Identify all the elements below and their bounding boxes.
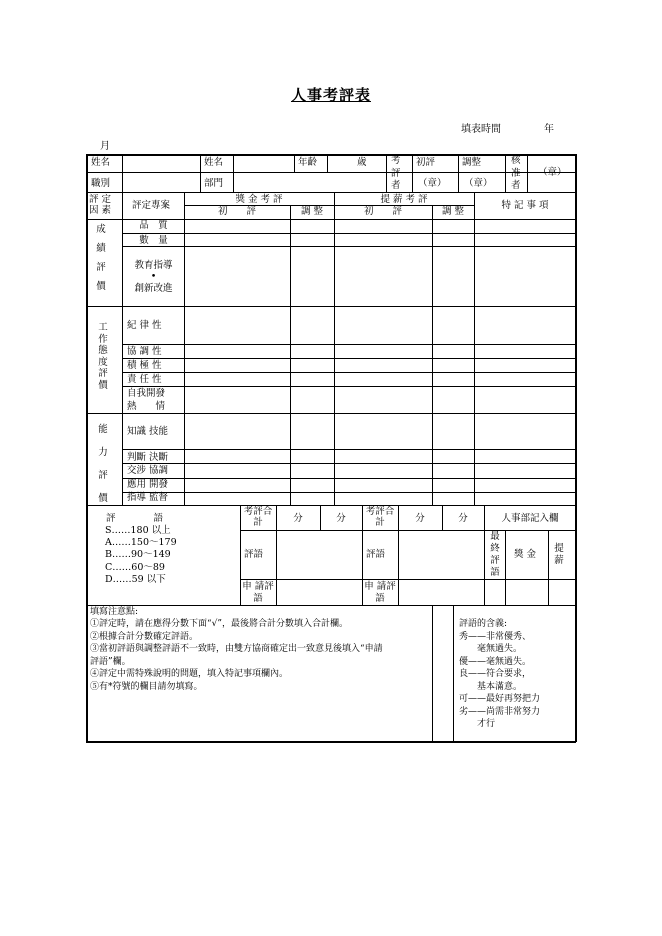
grid-line (86, 505, 576, 506)
grid-line (86, 605, 576, 606)
grid-line (575, 154, 577, 742)
grid-line (122, 154, 123, 192)
final-raise-label: 提薪 (554, 543, 564, 566)
final-bonus-label: 獎 金 (513, 549, 537, 560)
grade-s: S……180 以上 (105, 525, 171, 536)
raise-comment-label: 評語 (366, 549, 386, 560)
grid-line (240, 530, 576, 531)
grid-line (327, 154, 328, 172)
grade-b: B……90～149 (105, 549, 171, 560)
page-title: 人事考評表 (290, 86, 371, 104)
factor-header: 評定因素 (89, 194, 115, 216)
grid-line (86, 154, 88, 742)
grid-line (412, 154, 413, 192)
bonus-adjust-header: 調 整 (300, 206, 324, 217)
group-attitude: 工作態度評價 (98, 322, 108, 391)
grid-line (122, 492, 576, 493)
grid-line (240, 579, 576, 580)
bonus-header: 獎 金 考 評 (235, 194, 283, 205)
raise-initial-header: 初 評 (363, 206, 402, 217)
item-header: 評定專案 (132, 200, 171, 211)
approver-seal: （章） (538, 167, 567, 178)
note-line-4: ④評定中需特殊說明的問題，填入特記事項欄內。 (90, 669, 289, 679)
item-responsibility: 責 任 性 (127, 374, 162, 385)
grid-line (122, 478, 576, 479)
grid-line (527, 154, 528, 192)
grid-line (122, 344, 576, 345)
final-comment-label: 最終評語 (490, 531, 500, 578)
grid-line (86, 413, 576, 414)
raise-total-label: 考評合計 (365, 506, 395, 528)
group-ability: 能力評價 (98, 424, 108, 504)
grid-line (184, 192, 185, 505)
grid-line (86, 154, 576, 156)
item-education: 教育指導 (134, 260, 173, 271)
note-line-3b: 評語”欄。 (90, 657, 131, 667)
grid-line (474, 192, 475, 505)
note-line-1: ①評定時，請在應得分數下面“√”，最後將合計分數填入合計欄。 (90, 619, 348, 629)
grid-line (505, 530, 506, 605)
fill-time-year: 年 (544, 124, 554, 135)
bonus-total-label: 考評合計 (243, 506, 273, 528)
meaning-1: 秀——非常優秀、 (459, 632, 532, 642)
grid-line (458, 154, 459, 192)
grid-line (122, 358, 576, 359)
grid-line (334, 233, 432, 234)
item-quantity: 數 量 (139, 235, 168, 246)
bonus-initial-header: 初 評 (217, 206, 256, 217)
item-application: 應用 開發 (127, 479, 169, 490)
initial-eval-label: 初評 (416, 157, 436, 168)
bonus-apply-comment: 申 請評語 (242, 581, 274, 604)
item-guidance: 指導 監督 (127, 492, 169, 503)
grid-line (200, 154, 201, 192)
note-line-5: ⑤有*符號的欄目請勿填寫。 (90, 682, 203, 692)
item-innovation: 創新改進 (134, 283, 173, 294)
grid-line (432, 205, 433, 505)
grid-line (290, 205, 291, 505)
grid-line (86, 192, 576, 193)
name-label: 姓名 (91, 157, 111, 168)
name2-label: 姓名 (204, 157, 224, 168)
item-quality: 品 質 (139, 220, 168, 231)
fill-time-month: 月 (100, 141, 110, 152)
bonus-adjust-points: 分 (336, 513, 346, 524)
grid-line (184, 246, 290, 247)
position-label: 職別 (91, 178, 111, 189)
grade-c: C……60～89 (105, 562, 165, 573)
item-knowledge: 知識 技能 (127, 426, 169, 437)
bonus-comment-label: 評語 (244, 549, 264, 560)
age-label: 年齡 (298, 157, 318, 168)
item-self-development: 自我開發 (127, 388, 166, 399)
grid-line (453, 605, 454, 742)
meanings-heading: 評語的含義: (459, 619, 508, 629)
grid-line (412, 172, 505, 173)
raise-header: 提 薪 考 評 (380, 194, 428, 205)
bonus-initial-points: 分 (293, 513, 303, 524)
grid-line (548, 530, 549, 605)
meaning-3: 優——毫無過失。 (459, 657, 532, 667)
meaning-7: 劣——尚需非常努力 (459, 707, 541, 717)
grid-line (86, 306, 576, 307)
grid-line (505, 154, 506, 192)
adjust-eval-label: 調整 (462, 157, 482, 168)
notes-heading: 填寫注意點: (90, 607, 139, 617)
group-performance: 成績評價 (96, 224, 106, 292)
item-coordination: 協 調 性 (127, 346, 162, 357)
age-unit: 歲 (357, 157, 367, 168)
item-initiative: 積 極 性 (127, 360, 162, 371)
grid-line (184, 233, 290, 234)
grid-line (122, 449, 576, 450)
grade-d: D……59 以下 (105, 574, 166, 585)
grid-line (233, 154, 234, 192)
notes-header: 特 記 事 項 (501, 200, 549, 211)
meaning-6: 可——最好再努把力 (459, 694, 541, 704)
initial-seal: （章） (418, 178, 447, 189)
grid-line (86, 741, 576, 743)
note-line-3: ③當初評語與調整評語不一致時，由雙方協商確定出一致意見後填入“申請 (90, 644, 383, 654)
meaning-8: 才行 (459, 719, 496, 729)
grid-line (432, 605, 433, 742)
note-line-2: ②根據合計分數確定評語。 (90, 632, 199, 642)
grid-line (122, 463, 576, 464)
adjust-seal: （章） (464, 178, 493, 189)
approver-label: 核准者 (511, 155, 521, 191)
meaning-4: 良——符合要求， (459, 669, 532, 679)
raise-apply-comment: 申 請評語 (364, 581, 396, 604)
grid-line (334, 192, 335, 505)
item-discipline: 紀 律 性 (127, 320, 162, 331)
meaning-2: 毫無過失。 (459, 644, 523, 654)
grid-line (334, 246, 432, 247)
raise-adjust-points: 分 (458, 513, 468, 524)
raise-adjust-header: 調 整 (441, 206, 465, 217)
item-judgment: 判斷 決斷 (127, 452, 169, 463)
item-negotiation: 交涉 協調 (127, 465, 169, 476)
dept-label: 部門 (204, 178, 224, 189)
raise-initial-points: 分 (415, 513, 425, 524)
grid-line (122, 386, 576, 387)
item-education-dot: • (150, 271, 157, 282)
meaning-5: 基本滿意。 (459, 682, 523, 692)
grid-line (386, 154, 387, 192)
grid-line (122, 372, 576, 373)
hr-record-label: 人事部記入欄 (501, 513, 559, 524)
grade-a: A……150～179 (105, 537, 177, 548)
fill-time-label: 填表時間 (461, 124, 501, 135)
grading-label: 評 語 (106, 513, 164, 524)
grid-line (294, 154, 295, 172)
evaluator-label: 考評者 (391, 155, 401, 191)
item-passion: 熱 情 (127, 401, 166, 412)
